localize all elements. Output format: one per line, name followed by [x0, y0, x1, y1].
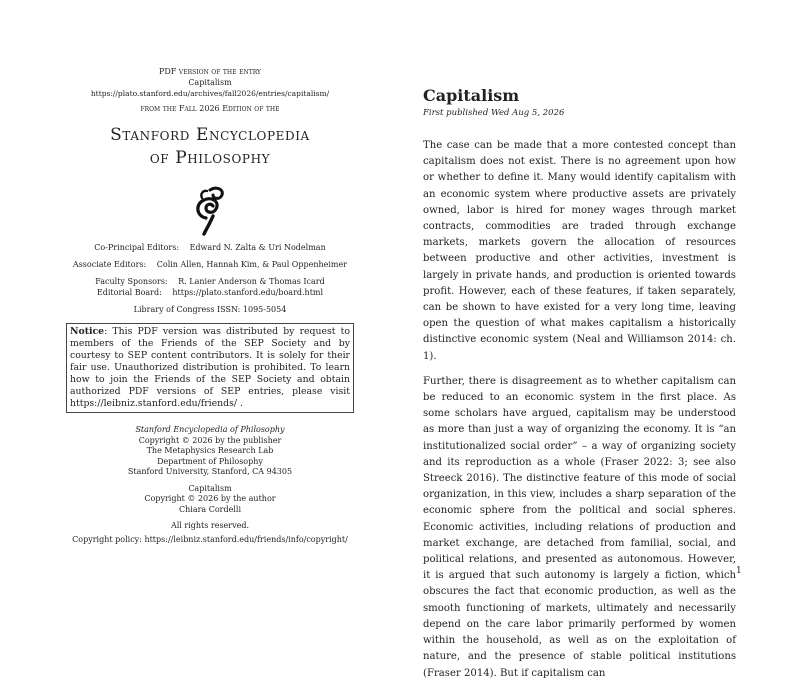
editorial-board — [66, 287, 354, 298]
editors-block — [66, 242, 354, 315]
notice-label: Notice — [70, 326, 105, 337]
copyright-policy: Copyright policy: https://leibniz.stanford.edu/friends/info/copyright/ — [72, 534, 348, 544]
associate-editors — [66, 259, 354, 270]
paragraph-2: Further, there is disagreement as to whether capitalism can be reduced to an economic system in the first place. As some scholars have argued, capitalism may be understood as more than just a way of organizing the economy. It is “an institutionalized social order” – a way of organizing society and its reproduction as a whole (Fraser 2022: 3; see also Streeck 2016). The distinctive feature of this mode of social organization, in this view, includes a sharp separation of the economic sphere from the political and social spheres. Economic activities, including relations of production and market exchange, are detached from familial, social, and political relations, and presented as autonomous. However, it is argued that such autonomy is largely a fiction, which obscures the fact that economic production, as well as the smooth functioning of markets, ultimately and necessarily depend on the care labor primarily performed by women within the household, as well as on the exploitation of nature, and the presence of stable political institutions (Fraser 2014). But if capitalism can — [423, 375, 736, 679]
author-entry: Capitalism — [188, 483, 232, 493]
issn-line: Library of Congress ISSN: 1095-5054 — [133, 305, 287, 314]
co-principal-label: Co-Principal Editors: — [94, 243, 180, 252]
publisher-univ: Stanford University, Stanford, CA 94305 — [127, 467, 293, 476]
encyclopedia-title-line2: of Philosophy — [149, 148, 271, 168]
entry-name: Capitalism — [188, 78, 232, 87]
faculty-sponsors — [66, 276, 354, 287]
sep-logo-icon — [180, 178, 240, 238]
encyclopedia-title — [66, 124, 354, 170]
cover-page — [66, 66, 354, 545]
author-name: Chiara Cordelli — [178, 504, 242, 514]
associate-names: Colin Allen, Hannah Kim, & Paul Oppenheimer — [156, 260, 348, 269]
publisher-title: Stanford Encyclopedia of Philosophy — [135, 425, 285, 434]
board-label: Editorial Board: — [96, 288, 162, 297]
article-column — [423, 86, 736, 682]
article-title: Capitalism — [423, 86, 520, 105]
notice-text: : This PDF version was distributed by request to members of the Friends of the SEP Society and by courtesy to SEP content contributors. It is solely for their fair use. Unauthorized distribution is prohibited. To learn how to join the Friends of the SEP Society and obtain authorized PDF versions of SEP entries, please visit https://leibniz.stanford.edu/friends/ . — [70, 326, 350, 409]
edition-line: from the Fall 2026 Edition of the — [140, 104, 280, 113]
publisher-copyright: Copyright © 2026 by the publisher — [138, 435, 282, 445]
faculty-label: Faculty Sponsors: — [95, 277, 168, 286]
notice-box — [66, 323, 354, 413]
faculty-names: R. Lanier Anderson & Thomas Icard — [178, 277, 325, 286]
board-url[interactable]: https://plato.stanford.edu/board.html — [172, 288, 324, 297]
author-copyright: Copyright © 2026 by the author — [144, 494, 276, 503]
page-number: 1 — [736, 566, 742, 576]
publisher-block — [66, 425, 354, 545]
rights-line: All rights reserved. — [170, 521, 250, 530]
co-principal-editors — [66, 242, 354, 253]
first-published: First published Wed Aug 5, 2026 — [423, 108, 565, 118]
co-principal-names: Edward N. Zalta & Uri Nodelman — [189, 243, 326, 252]
entry-url[interactable]: https://plato.stanford.edu/archives/fall2026/entries/capitalism/ — [90, 89, 330, 98]
encyclopedia-title-line1: Stanford Encyclopedia — [110, 125, 310, 145]
publisher-lab: The Metaphysics Research Lab — [146, 446, 274, 455]
paragraph-1: The case can be made that a more contested concept than capitalism does not exist. There is no agreement upon how or whether to define it. Many would identify capitalism with an economic system where productive assets are privately owned, labor is hired for money wages through market contracts, commodities are traded through exchange markets, markets govern the allocation of resources between productive and other activities, investment is largely in private hands, and production is oriented towards profit. However, each of these features, if taken separately, can be shown to have existed for a very long time, leaving open the question of what makes capitalism a historically distinctive economic system (Neal and Williamson 2014: ch. 1). — [423, 140, 736, 362]
pdf-version-line: PDF version of the entry — [158, 67, 262, 76]
associate-label: Associate Editors: — [72, 260, 147, 269]
publisher-dept: Department of Philosophy — [157, 456, 263, 466]
